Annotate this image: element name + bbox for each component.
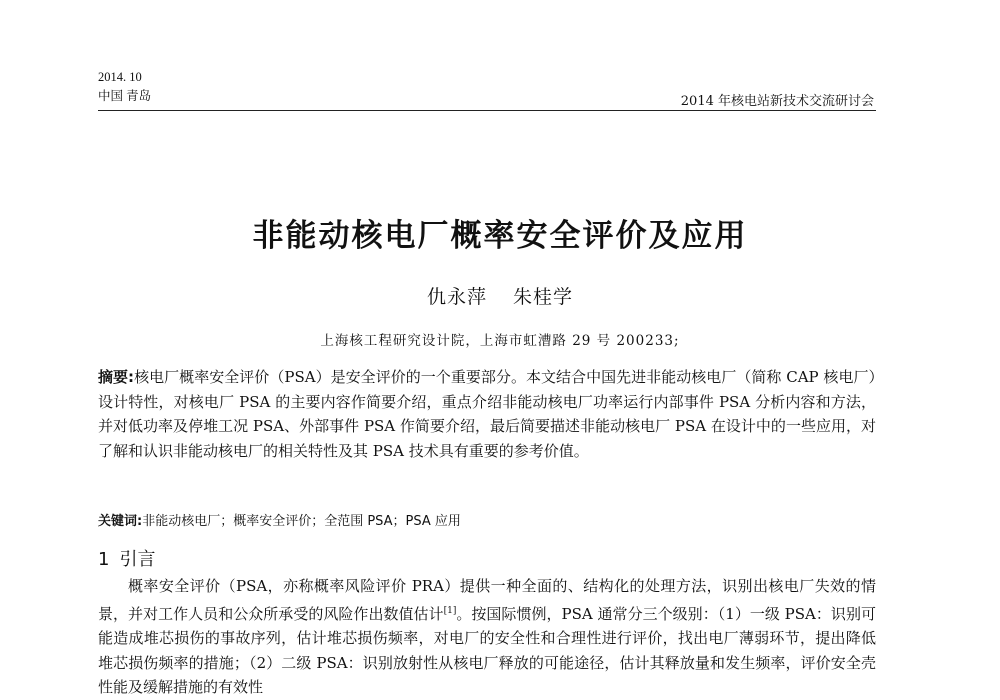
paper-title: 非能动核电厂概率安全评价及应用 xyxy=(252,218,748,254)
abstract-text: 核电厂概率安全评价（PSA）是安全评价的一个重要部分。本文结合中国先进非能动核电厂（简称 CAP 核电厂）设计特性，对核电厂 PSA 的主要内容作简要介绍，重点介绍非能动核电厂功率运行内部事件 PSA 分析内容和方法，并对低功率及停堆工况 PSA、外部事件 PSA 作简要介绍，最后简要描述非能动核电厂 PSA 在设计中的一些应用，对了解和认识非能动核电厂的相关特性及其 PSA 技术具有重要的参考价值。 xyxy=(98,368,876,460)
section-number: 1 xyxy=(98,549,110,570)
body-paragraph xyxy=(98,574,876,700)
header-conference: 2014 年核电站新技术交流研讨会 xyxy=(680,94,874,109)
author-2: 朱桂学 xyxy=(513,286,574,308)
header-location: 中国 青岛 xyxy=(98,89,152,103)
header-rule xyxy=(98,110,876,111)
body-text-2: 。按国际惯例，PSA 通常分三个级别：（1）一级 PSA：识别可能造成堆芯损伤的事故序列，估计堆芯损伤频率，对电厂的安全性和合理性进行评价，找出电厂薄弱环节，提出降低堆芯损伤频率的措施；（2）二级 PSA：识别放射性从核电厂释放的可能途径，估计其释放量和发生频率，评价安全壳性能及缓解措施的有效性 xyxy=(98,604,876,696)
body-text-1: 概率安全评价（PSA，亦称概率风险评价 PRA）提供一种全面的、结构化的处理方法，识别出核电厂失效的情景，并对工作人员和公众所承受的风险作出数值估计 xyxy=(98,577,876,623)
keywords-label: 关键词: xyxy=(98,514,143,529)
keywords xyxy=(98,510,461,529)
abstract xyxy=(98,365,876,463)
author-list xyxy=(0,282,1000,309)
header-date: 2014. 10 xyxy=(98,70,142,84)
abstract-label: 摘要: xyxy=(98,368,135,386)
affiliation: 上海核工程研究设计院，上海市虹漕路 29 号 200233; xyxy=(320,333,680,349)
author-1: 仇永萍 xyxy=(426,286,487,308)
keywords-text: 非能动核电厂；概率安全评价；全范围 PSA；PSA 应用 xyxy=(142,514,461,529)
header-left xyxy=(98,68,151,106)
section-heading xyxy=(98,545,155,571)
citation-ref: [1] xyxy=(443,605,457,616)
section-title: 引言 xyxy=(119,549,156,570)
